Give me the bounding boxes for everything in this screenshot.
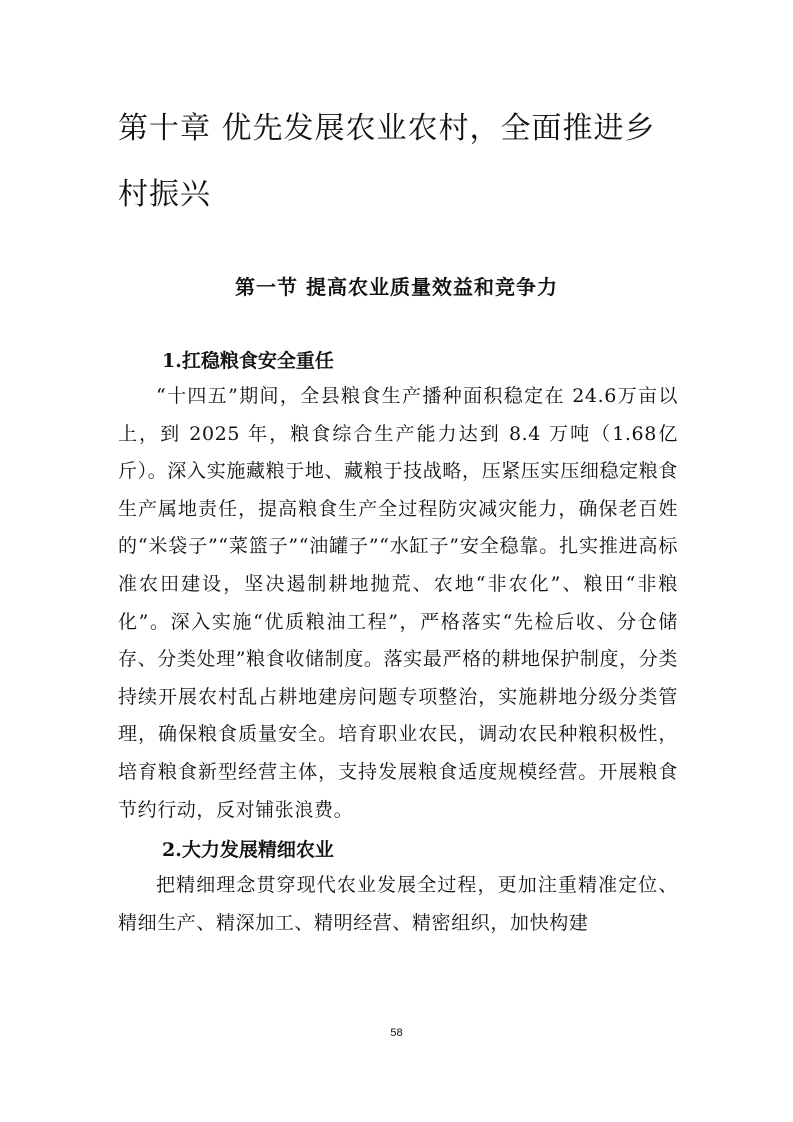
chapter-title: 第十章 优先发展农业农村，全面推进乡村振兴 — [118, 111, 656, 212]
subsection-heading-fine-agriculture: 2.大力发展精细农业 — [162, 839, 334, 862]
page-number: 58 — [390, 1027, 403, 1039]
body-content — [118, 340, 678, 942]
subsection-heading-grain-security: 1.扛稳粮食安全重任 — [162, 350, 334, 372]
section-title: 第一节 提高农业质量效益和竞争力 — [235, 275, 558, 299]
paragraph-fine-agriculture: 把精细理念贯穿现代农业发展全过程，更加注重精准定位、精细生产、精深加工、精明经营、精密组织，加快构建 — [118, 874, 678, 934]
paragraph-grain-security: “十四五”期间，全县粮食生产播种面积稳定在 24.6万亩以上，到 2025 年，粮食综合生产能力达到 8.4 万吨（1.68亿斤）。深入实施藏粮于地、藏粮于技战略，压紧压实压细稳定粮食生产属地责任，提高粮食生产全过程防灾减灾能力，确保老百姓的“米袋子”“菜篮子”“油罐子”“水缸子”安全稳靠。扎实推进高标准农田建设，坚决遏制耕地抛荒、农地“非农化”、粮田“非粮化”。深入实施“优质粮油工程”，严格落实“先检后收、分仓储存、分类处理”粮食收储制度。落实最严格的耕地保护制度，分类持续开展农村乱占耕地建房问题专项整治，实施耕地分级分类管理，确保粮食质量安全。培育职业农民，调动农民种粮积极性，培育粮食新型经营主体，支持发展粮食适度规模经营。开展粮食节约行动，反对铺张浪费。 — [118, 385, 678, 821]
